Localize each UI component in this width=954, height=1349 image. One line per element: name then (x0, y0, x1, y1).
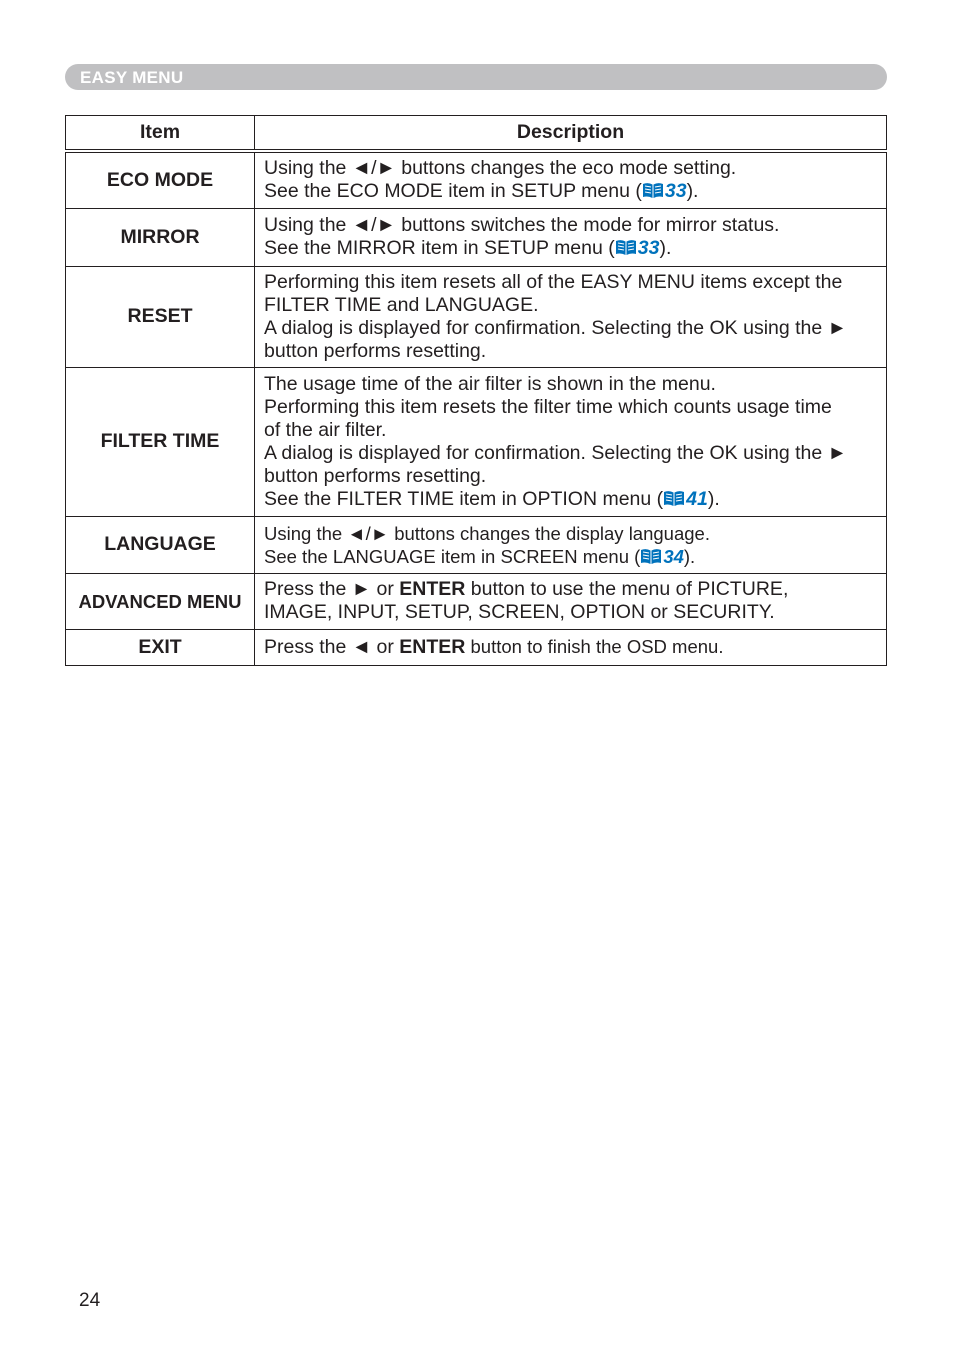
table-row (66, 151, 887, 208)
row-description (255, 266, 887, 367)
row-item-eco-mode: ECO MODE (66, 151, 255, 208)
table-row (66, 573, 887, 629)
description-line: See the ECO MODE item in SETUP menu ( 33). (264, 180, 699, 203)
row-item-filter-time: FILTER TIME (66, 367, 255, 516)
row-description (255, 151, 887, 208)
description-line: A dialog is displayed for confirmation. Selecting the OK using the ► (264, 316, 847, 339)
table-row (66, 367, 887, 516)
table-row (66, 516, 887, 573)
book-icon (663, 490, 685, 507)
description-line: See the LANGUAGE item in SCREEN menu ( 34). (264, 545, 696, 567)
description-line: A dialog is displayed for confirmation. Selecting the OK using the ► (264, 441, 847, 464)
book-icon (640, 547, 662, 564)
page-reference[interactable]: 33 (664, 180, 687, 203)
description-line: See the FILTER TIME item in OPTION menu ( 41). (264, 487, 720, 510)
page-reference[interactable]: 41 (686, 487, 708, 510)
description-line: button performs resetting. (264, 464, 487, 487)
section-header-bar (65, 64, 887, 90)
page-number: 24 (79, 1290, 101, 1311)
description-line: Performing this item resets the filter time which counts usage time (264, 395, 832, 418)
description-line: button performs resetting. (264, 339, 487, 362)
header-item: Item (66, 116, 255, 152)
row-item-exit: EXIT (66, 629, 255, 665)
row-item-advanced-menu: ADVANCED MENU (66, 573, 255, 629)
row-description (255, 367, 887, 516)
description-line: Press the ► or ENTER button to use the menu of PICTURE, (264, 578, 789, 600)
table-row (66, 266, 887, 367)
easy-menu-table (65, 115, 887, 666)
row-description (255, 208, 887, 266)
row-description (255, 629, 887, 665)
description-line: The usage time of the air filter is shown in the menu. (264, 372, 716, 395)
book-icon (642, 182, 664, 199)
description-line: FILTER TIME and LANGUAGE. (264, 293, 539, 316)
row-description (255, 573, 887, 629)
row-description (255, 516, 887, 573)
table-header-row (66, 116, 887, 152)
description-line: Performing this item resets all of the EASY MENU items except the (264, 270, 843, 293)
row-item-mirror: MIRROR (66, 208, 255, 266)
section-title: EASY MENU (80, 68, 184, 87)
row-item-reset: RESET (66, 266, 255, 367)
row-item-language: LANGUAGE (66, 516, 255, 573)
table-row (66, 629, 887, 665)
page-reference[interactable]: 34 (663, 545, 684, 567)
book-icon (615, 239, 637, 256)
description-line: IMAGE, INPUT, SETUP, SCREEN, OPTION or SECURITY. (264, 601, 775, 623)
table-row (66, 208, 887, 266)
description-line: of the air filter. (264, 418, 387, 441)
description-line: Press the ◄ or ENTER button to finish the OSD menu. (264, 636, 724, 658)
header-description: Description (255, 116, 887, 152)
description-line: See the MIRROR item in SETUP menu ( 33). (264, 237, 672, 259)
page-reference[interactable]: 33 (637, 237, 660, 259)
description-line: Using the ◄/► buttons changes the display language. (264, 522, 710, 544)
description-line: Using the ◄/► buttons changes the eco mode setting. (264, 157, 737, 180)
description-line: Using the ◄/► buttons switches the mode for mirror status. (264, 214, 780, 236)
